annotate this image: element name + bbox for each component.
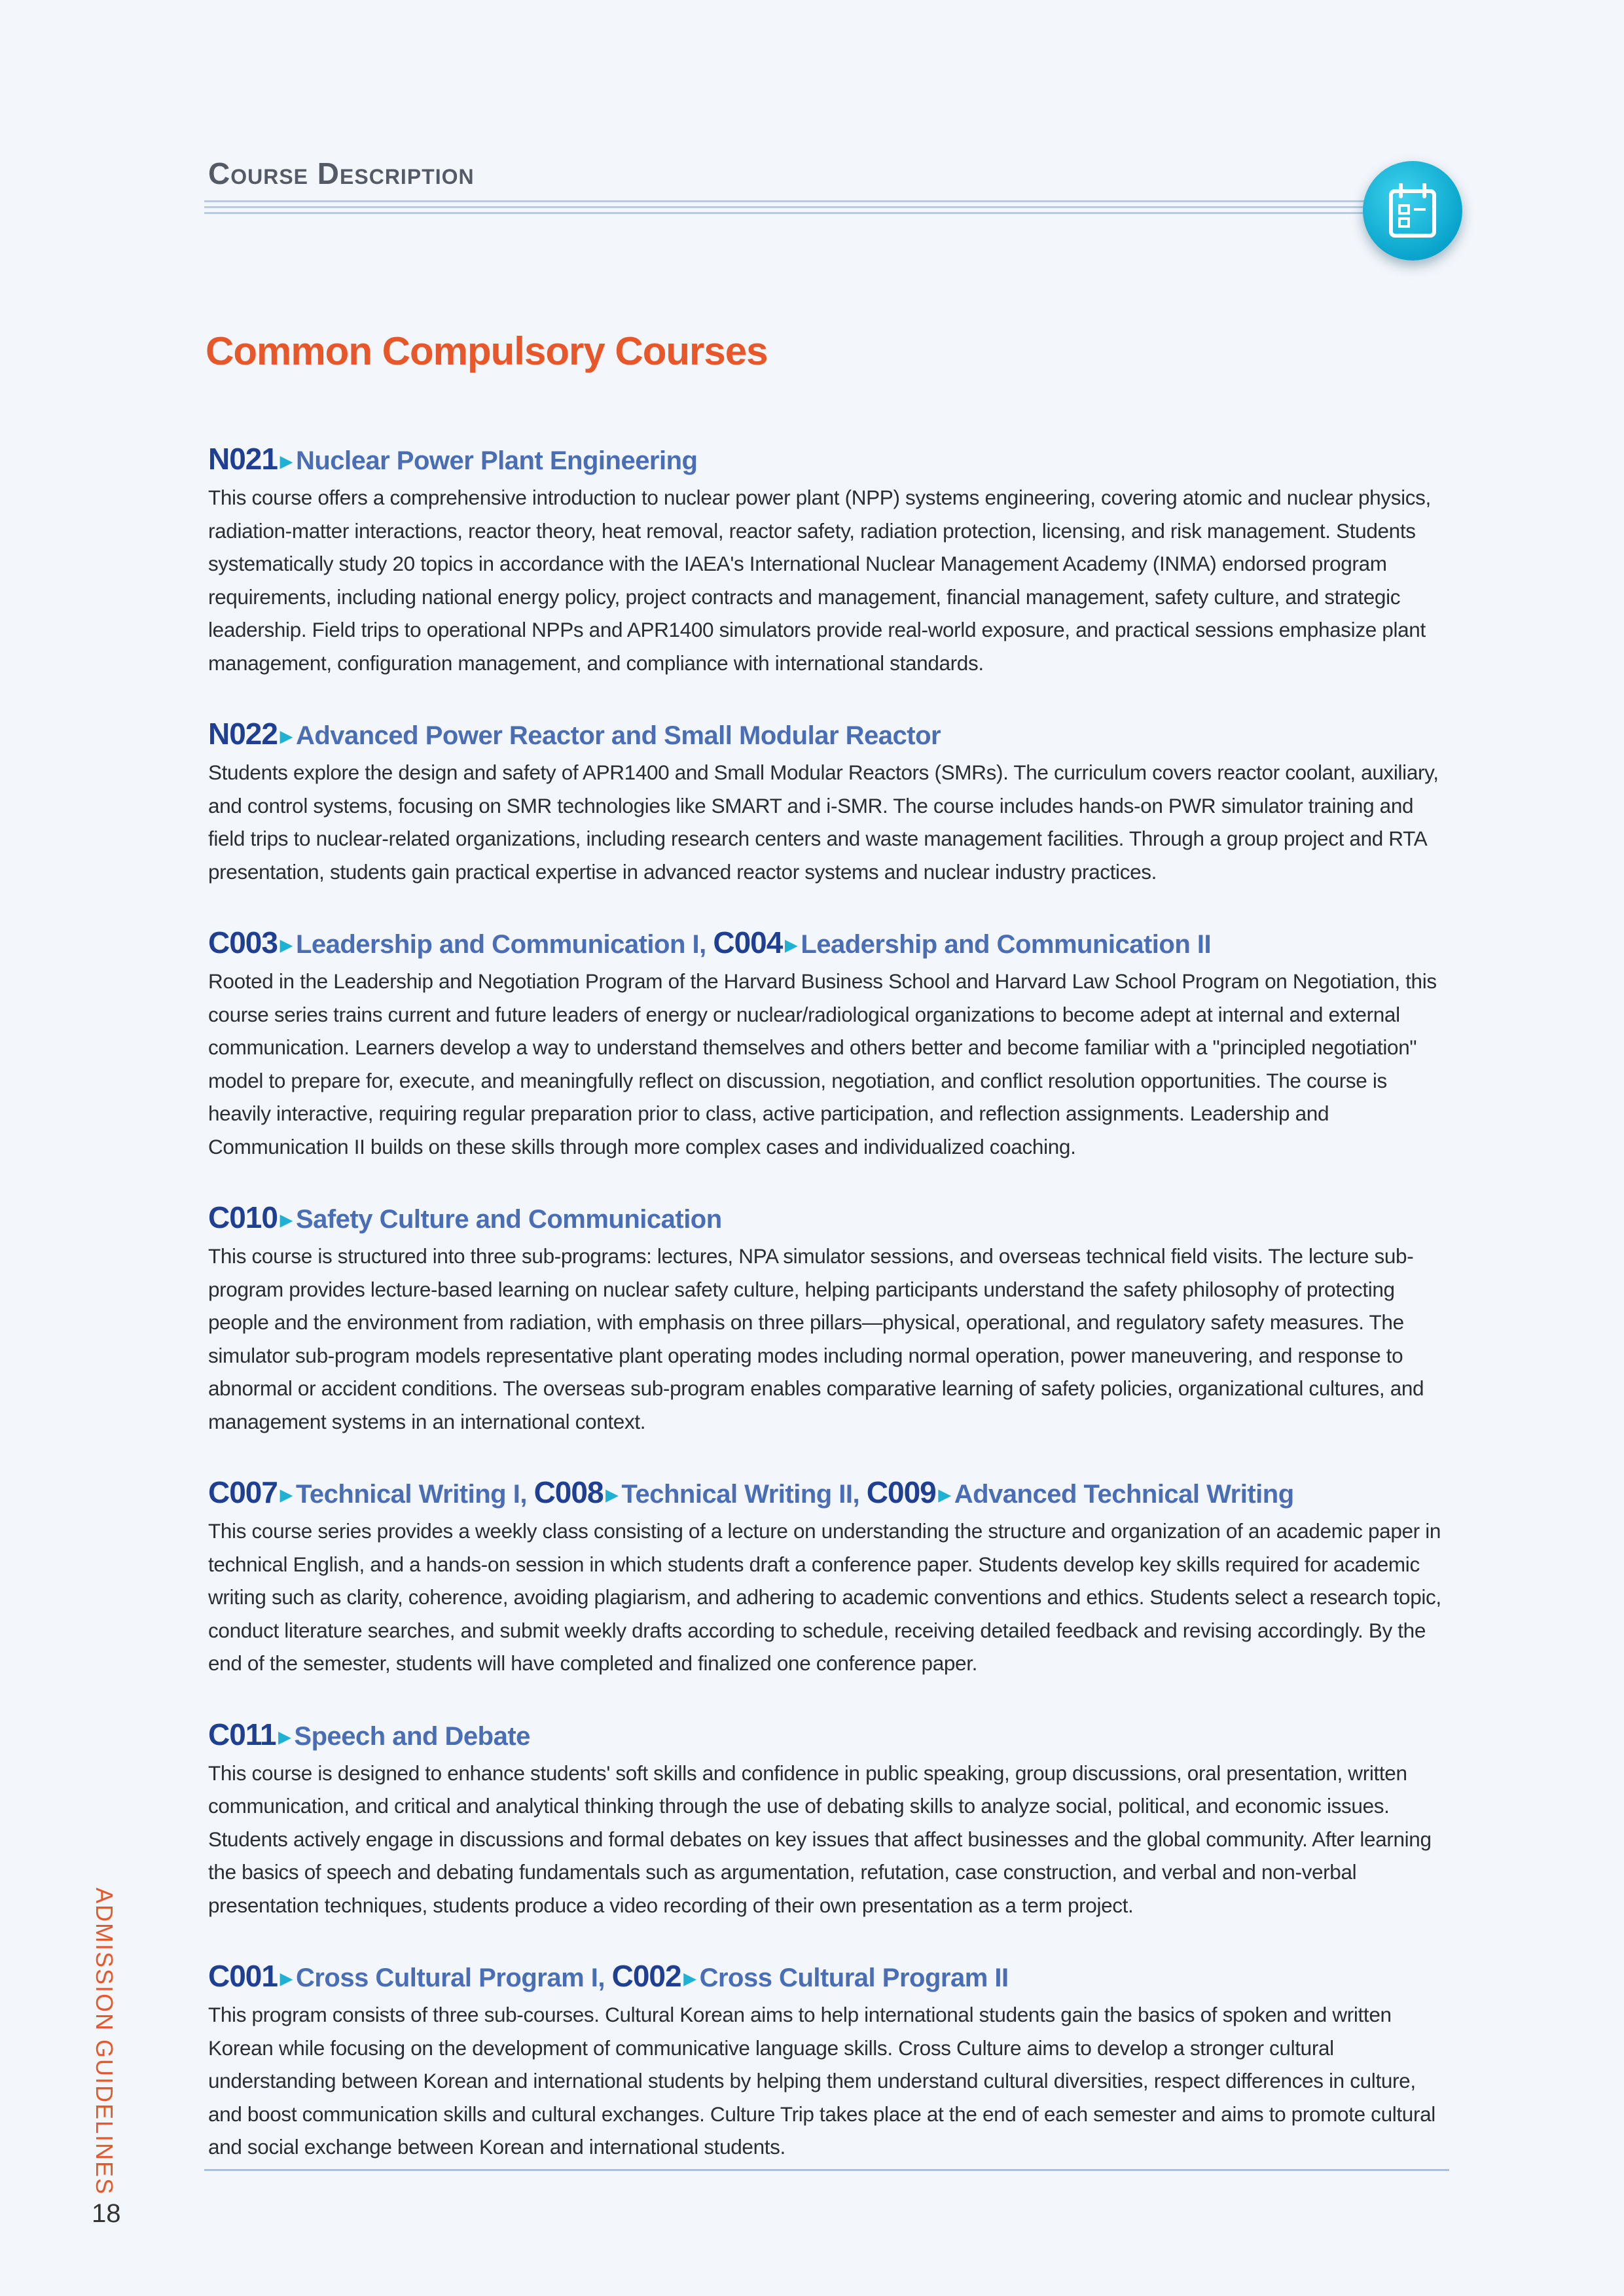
course-name: Cross Cultural Program II — [699, 1964, 1009, 1992]
triangle-bullet-icon: ▶ — [938, 1486, 950, 1504]
triangle-bullet-icon: ▶ — [683, 1970, 696, 1988]
course-name: Safety Culture and Communication — [295, 1205, 722, 1234]
course-title — [208, 1473, 1452, 1515]
sidebar-label: ADMISSION GUIDELINES — [91, 1888, 118, 2196]
course-name: Technical Writing I, — [295, 1480, 527, 1509]
course-description: This course is structured into three sub-programs: lectures, NPA simulator sessions, and overseas technical field visits. The lecture sub-program provides lecture-based learning on nuclear safety culture, helping participants understand the safety philosophy of protecting people and the environment from radiation, with emphasis on three pillars—physical, operational, and regulatory safety measures. The simulator sub-program models representative plant operating modes including normal operation, power maneuvering, and response to abnormal or accident conditions. The overseas sub-program enables comparative learning of safety policies, organizational cultures, and management systems in an international context. — [208, 1244, 1424, 1433]
course-title — [208, 1715, 1452, 1757]
course-code: C007 — [208, 1475, 278, 1509]
course-code: C004 — [713, 925, 783, 960]
course-name: Leadership and Communication II — [801, 930, 1212, 959]
course-block — [208, 1957, 1452, 2164]
course-block — [208, 1473, 1452, 1680]
course-code: N022 — [208, 717, 278, 751]
course-title — [208, 1198, 1452, 1240]
triangle-bullet-icon: ▶ — [280, 453, 292, 471]
triangle-bullet-icon: ▶ — [785, 937, 797, 954]
triangle-bullet-icon: ▶ — [280, 728, 292, 745]
course-list — [208, 440, 1452, 2199]
course-block — [208, 1715, 1452, 1922]
course-title — [208, 924, 1452, 965]
triangle-bullet-icon: ▶ — [280, 1970, 292, 1988]
course-description: Students explore the design and safety of APR1400 and Small Modular Reactors (SMRs). The curriculum covers reactor coolant, auxiliary, and control systems, focusing on SMR technologies like SMART and i-SMR. The course includes hands-on PWR simulator training and field trips to nuclear-related organizations, including research centers and waste management facilities. Through a group project and RTA presentation, students gain practical expertise in advanced reactor systems and nuclear industry practices. — [208, 761, 1439, 884]
course-description: This course series provides a weekly class consisting of a lecture on understanding the structure and organization of an academic paper in technical English, and a hands-on session in which students draft a conference paper. Students develop key skills required for academic writing such as clarity, coherence, avoiding plagiarism, and adhering to academic conventions and ethics. Students select a research topic, conduct literature searches, and submit weekly drafts according to schedule, receiving detailed feedback and revising accordingly. By the end of the semester, students will have completed and finalized one conference paper. — [208, 1519, 1441, 1675]
course-code: C002 — [611, 1959, 681, 1993]
course-code: C010 — [208, 1200, 278, 1234]
course-code: C001 — [208, 1959, 278, 1993]
course-block — [208, 440, 1452, 679]
course-block — [208, 924, 1452, 1163]
triangle-bullet-icon: ▶ — [280, 1211, 292, 1229]
course-title — [208, 715, 1452, 756]
course-name: Leadership and Communication I, — [295, 930, 706, 959]
course-description: This course offers a comprehensive introduction to nuclear power plant (NPP) systems engineering, covering atomic and nuclear physics, radiation-matter interactions, reactor theory, heat removal, reactor safety, radiation protection, licensing, and risk management. Students systematically study 20 topics in accordance with the IAEA's International Nuclear Management Academy (INMA) endorsed program requirements, including national energy policy, project contracts and management, financial management, safety culture, and strategic leadership. Field trips to operational NPPs and APR1400 simulators provide real-world exposure, and practical sessions emphasize plant management, configuration management, and compliance with international standards. — [208, 486, 1431, 675]
header-title: Course Description — [208, 156, 475, 190]
page-number: 18 — [92, 2199, 121, 2228]
course-name: Nuclear Power Plant Engineering — [295, 446, 698, 475]
course-name: Technical Writing II, — [621, 1480, 860, 1509]
course-code: C011 — [208, 1717, 276, 1751]
course-name: Cross Cultural Program I, — [295, 1964, 605, 1992]
calendar-badge — [1363, 161, 1462, 260]
triangle-bullet-icon: ▶ — [280, 937, 292, 954]
course-description: Rooted in the Leadership and Negotiation Program of the Harvard Business School and Harvard Law School Program on Negotiation, this course series trains current and future leaders of energy or nuclear/radiological organizations to become adept at internal and external communication. Learners develop a way to understand themselves and others better and become familiar with a "principled negotiation" model to prepare for, execute, and meaningfully reflect on discussion, negotiation, and conflict resolution opportunities. The course is heavily interactive, requiring regular preparation prior to class, active participation, and reflection assignments. Leadership and Communication II builds on these skills through more complex cases and individualized coaching. — [208, 969, 1437, 1158]
triangle-bullet-icon: ▶ — [280, 1486, 292, 1504]
calendar-icon — [1388, 183, 1437, 238]
course-name: Speech and Debate — [294, 1721, 530, 1751]
footer-rule — [204, 2169, 1449, 2171]
course-name: Advanced Technical Writing — [954, 1480, 1294, 1509]
course-description: This course is designed to enhance students' soft skills and confidence in public speaking, group discussions, oral presentation, written communication, and critical and analytical thinking through the use of debating skills to analyze social, political, and economic issues. Students actively engage in discussions and formal debates on key issues that affect businesses and the global community. After learning the basics of speech and debating fundamentals such as argumentation, refutation, case construction, and verbal and non-verbal presentation techniques, students produce a video recording of their own presentation as a term project. — [208, 1761, 1432, 1917]
course-code: C008 — [533, 1475, 604, 1509]
triangle-bullet-icon: ▶ — [605, 1486, 618, 1504]
course-block — [208, 1198, 1452, 1438]
course-title — [208, 1957, 1452, 1998]
course-code: N021 — [208, 442, 278, 476]
triangle-bullet-icon: ▶ — [278, 1728, 291, 1746]
course-description: This program consists of three sub-courses. Cultural Korean aims to help international students gain the basics of spoken and written Korean while focusing on the development of communicative language skills. Cross Culture aims to develop a stronger cultural understanding between Korean and international students by helping them understand cultural diversities, respect differences in culture, and boost communication skills and cultural exchanges. Culture Trip takes place at the end of each semester and aims to promote cultural and social exchange between Korean and international students. — [208, 2003, 1435, 2159]
course-code: C003 — [208, 925, 278, 960]
course-block — [208, 715, 1452, 888]
course-title — [208, 440, 1452, 481]
header-rules — [204, 200, 1369, 218]
course-name: Advanced Power Reactor and Small Modular Reactor — [295, 721, 941, 750]
section-heading: Common Compulsory Courses — [206, 329, 768, 373]
course-code: C009 — [866, 1475, 936, 1509]
